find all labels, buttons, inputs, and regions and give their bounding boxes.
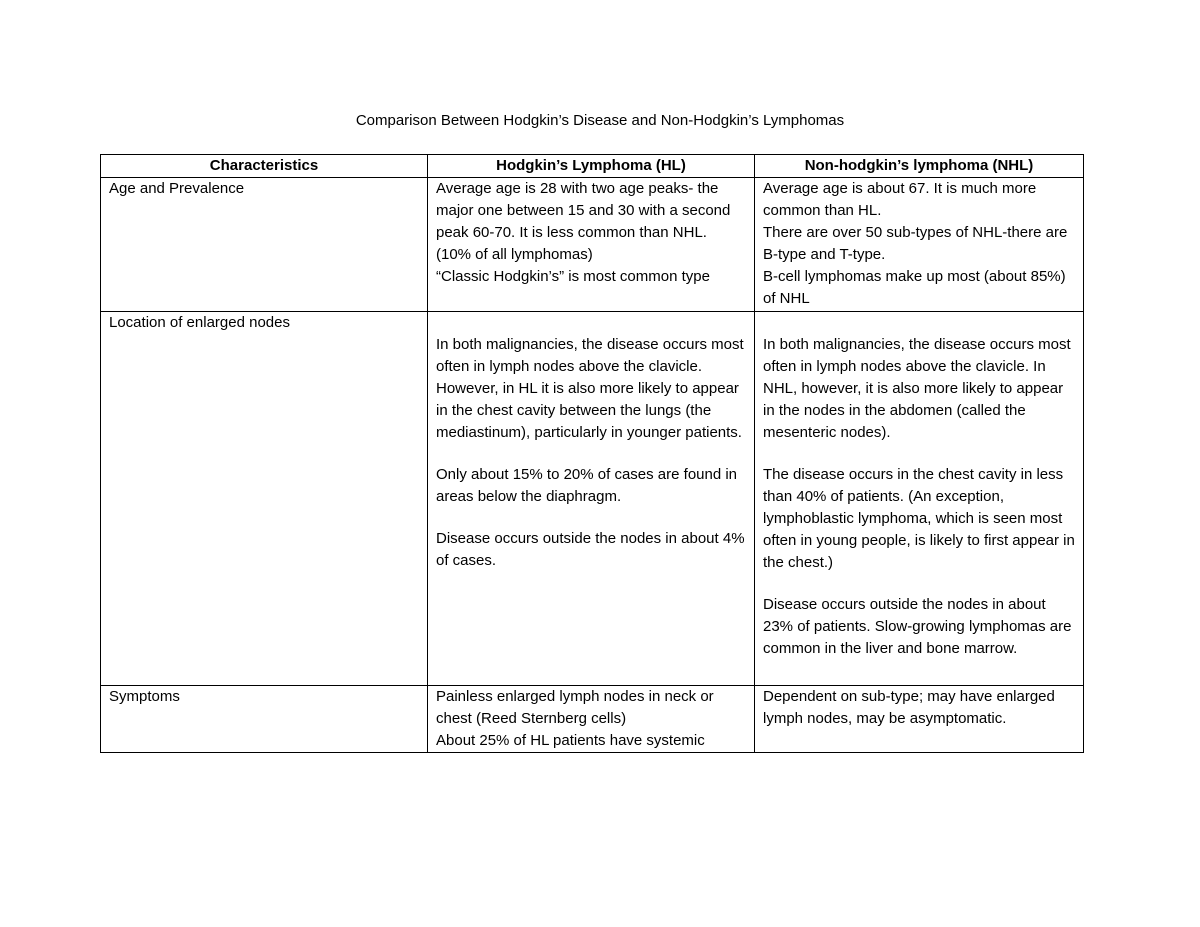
table-header-row	[101, 155, 1084, 178]
cell-paragraph: Disease occurs outside the nodes in about 4% of cases.	[436, 530, 745, 569]
table-row	[101, 686, 1084, 753]
cell-paragraph: About 25% of HL patients have systemic	[436, 732, 705, 749]
cell-hl-age	[428, 178, 755, 312]
row-label-age: Age and Prevalence	[101, 178, 428, 312]
row-label-location: Location of enlarged nodes	[101, 312, 428, 686]
cell-paragraph: B-cell lymphomas make up most (about 85%) of NHL	[763, 268, 1066, 307]
row-label-symptoms: Symptoms	[101, 686, 428, 753]
cell-hl-location	[428, 312, 755, 686]
cell-hl-symptoms	[428, 686, 755, 753]
header-non-hodgkins: Non-hodgkin’s lymphoma (NHL)	[755, 155, 1084, 178]
cell-nhl-location	[755, 312, 1084, 686]
cell-paragraph: Average age is about 67. It is much more common than HL.	[763, 180, 1037, 219]
document-title: Comparison Between Hodgkin’s Disease and Non-Hodgkin’s Lymphomas	[355, 112, 845, 129]
cell-nhl-symptoms	[755, 686, 1084, 753]
cell-paragraph: There are over 50 sub-types of NHL-there are B-type and T-type.	[763, 224, 1068, 263]
cell-paragraph: Disease occurs outside the nodes in about 23% of patients. Slow-growing lymphomas are common in the liver and bone marrow.	[763, 596, 1072, 657]
cell-paragraph: “Classic Hodgkin’s” is most common type	[436, 268, 710, 285]
cell-paragraph: The disease occurs in the chest cavity in less than 40% of patients. (An exception, lymphoblastic lymphoma, which is seen most often in young people, is likely to first appear in the chest.)	[763, 466, 1075, 571]
header-characteristics: Characteristics	[101, 155, 428, 178]
comparison-table	[100, 154, 1084, 753]
cell-paragraph: Average age is 28 with two age peaks- the major one between 15 and 30 with a second peak 60-70. It is less common than NHL. (10% of all lymphomas)	[436, 180, 731, 263]
cell-nhl-age	[755, 178, 1084, 312]
cell-paragraph: Only about 15% to 20% of cases are found in areas below the diaphragm.	[436, 466, 738, 505]
cell-paragraph: Painless enlarged lymph nodes in neck or chest (Reed Sternberg cells)	[436, 688, 714, 727]
table-row	[101, 178, 1084, 312]
cell-paragraph: Dependent on sub-type; may have enlarged lymph nodes, may be asymptomatic.	[763, 688, 1055, 727]
cell-paragraph: In both malignancies, the disease occurs most often in lymph nodes above the clavicle. However, in HL it is also more likely to appear in the chest cavity between the lungs (the mediastinum), particularly in younger patients.	[436, 336, 744, 441]
header-hodgkins: Hodgkin’s Lymphoma (HL)	[428, 155, 755, 178]
cell-paragraph: In both malignancies, the disease occurs most often in lymph nodes above the clavicle. In NHL, however, it is also more likely to appear in the nodes in the abdomen (called the mesenteric nodes).	[763, 336, 1071, 441]
table-row	[101, 312, 1084, 686]
